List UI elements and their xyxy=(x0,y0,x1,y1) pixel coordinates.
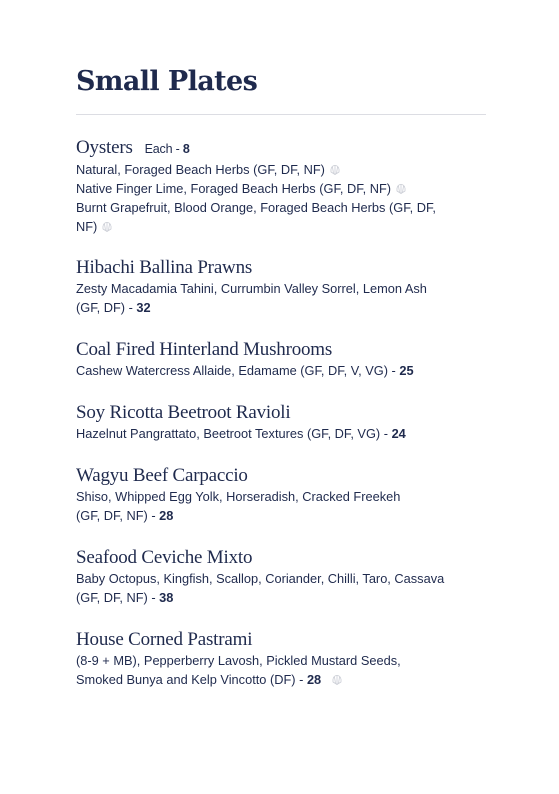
menu-item-oysters xyxy=(76,137,486,236)
menu-item-hibachi-ballina-prawns xyxy=(76,257,486,317)
item-description: Shiso, Whipped Egg Yolk, Horseradish, Cracked Freekeh (GF, DF, NF) - 28 xyxy=(76,489,401,523)
item-description: Cashew Watercress Allaide, Edamame (GF, DF, V, VG) - 25 xyxy=(76,363,414,378)
item-price: 24 xyxy=(391,426,406,441)
item-name: Seafood Ceviche Mixto xyxy=(76,547,253,568)
item-price: 25 xyxy=(399,363,414,378)
menu-item-seafood-ceviche-mixto xyxy=(76,547,486,607)
item-description: (8-9 + MB), Pepperberry Lavosh, Pickled Mustard Seeds, Smoked Bunya and Kelp Vincotto (DF) - 28 xyxy=(76,653,401,687)
item-name: Hibachi Ballina Prawns xyxy=(76,257,253,278)
item-name: Soy Ricotta Beetroot Ravioli xyxy=(76,402,291,423)
menu-item-house-corned-pastrami xyxy=(76,629,486,689)
divider xyxy=(76,114,486,115)
section-title: Small Plates xyxy=(76,66,258,97)
item-name: Coal Fired Hinterland Mushrooms xyxy=(76,339,333,360)
shell-icon xyxy=(329,164,341,176)
item-price: 38 xyxy=(159,590,174,605)
menu-item-coal-fired-hinterland-mushrooms xyxy=(76,339,486,380)
each-price: Each - 8 xyxy=(144,142,190,156)
item-description: Hazelnut Pangrattato, Beetroot Textures (GF, DF, VG) - 24 xyxy=(76,426,406,441)
menu-item-wagyu-beef-carpaccio xyxy=(76,465,486,525)
item-name: Wagyu Beef Carpaccio xyxy=(76,465,248,486)
shell-icon xyxy=(101,221,113,233)
item-description: Baby Octopus, Kingfish, Scallop, Coriander, Chilli, Taro, Cassava (GF, DF, NF) - 38 xyxy=(76,571,445,605)
item-price: 28 xyxy=(306,672,322,687)
shell-icon xyxy=(331,674,343,686)
item-name: Oysters xyxy=(76,137,133,158)
item-name: House Corned Pastrami xyxy=(76,629,253,650)
shell-icon xyxy=(395,183,407,195)
item-price: 28 xyxy=(159,508,174,523)
item-description: Natural, Foraged Beach Herbs (GF, DF, NF) Native Finger Lime, Foraged Beach Herbs (GF, DF, NF) Burnt Grapefruit, Blood Orange, Foraged Beach Herbs (GF, DF, NF) xyxy=(76,162,436,234)
item-price: 32 xyxy=(136,300,151,315)
menu-item-soy-ricotta-beetroot-ravioli xyxy=(76,402,486,443)
item-description: Zesty Macadamia Tahini, Currumbin Valley Sorrel, Lemon Ash (GF, DF) - 32 xyxy=(76,281,427,315)
